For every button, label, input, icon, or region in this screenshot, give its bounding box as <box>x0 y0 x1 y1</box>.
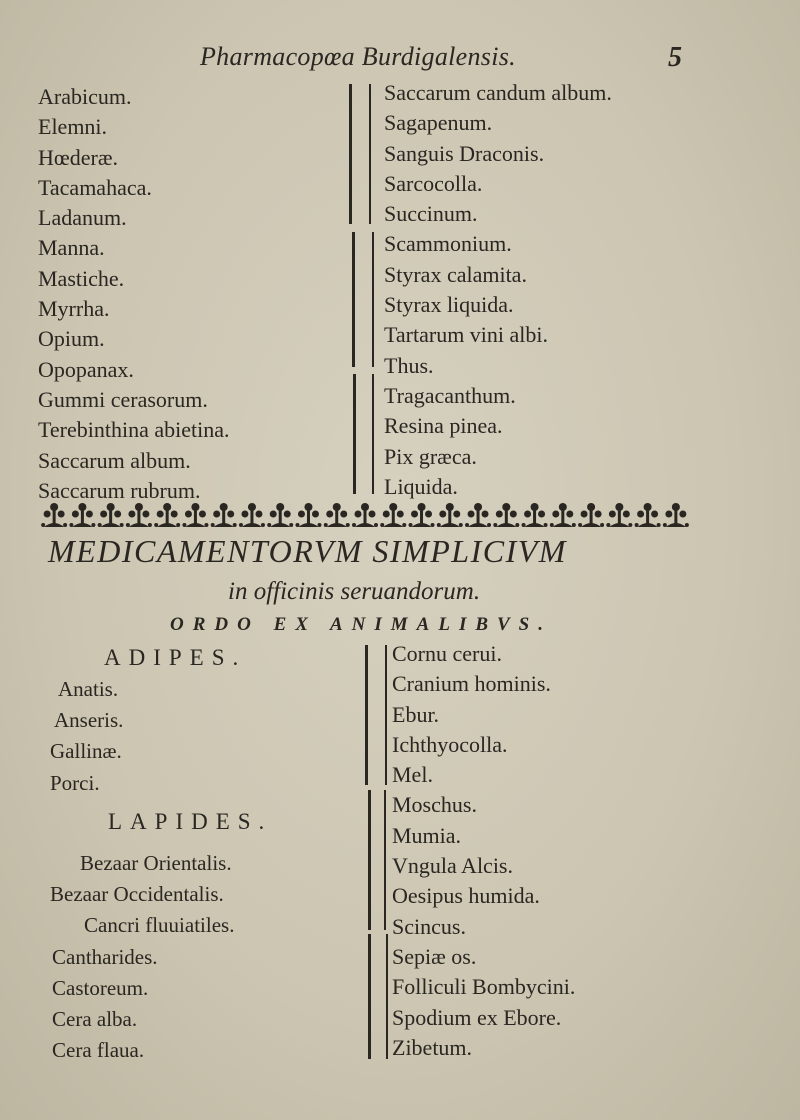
list-item: Terebinthina abietina. <box>38 417 230 443</box>
list-item: Ladanum. <box>38 205 127 231</box>
bracket-bar <box>349 84 352 224</box>
list-item: Ichthyocolla. <box>392 731 508 757</box>
list-item: Gummi cerasorum. <box>38 386 208 412</box>
fleuron-icon <box>295 503 321 527</box>
bracket-bar <box>353 374 356 494</box>
bracket-bar <box>365 645 368 785</box>
list-item: Cantharides. <box>52 944 158 969</box>
list-item: Mastiche. <box>38 265 125 291</box>
list-item: Porci. <box>50 770 100 795</box>
list-item: Styrax liquida. <box>384 292 514 318</box>
fleuron-icon <box>182 503 208 527</box>
bracket-bar <box>352 232 355 367</box>
fleuron-icon <box>606 503 632 527</box>
bracket-bar <box>384 790 386 930</box>
list-item: Sepiæ os. <box>392 943 477 969</box>
list-item: Pix græca. <box>384 443 477 469</box>
list-item: Scincus. <box>392 913 466 939</box>
list-item: Castoreum. <box>52 975 149 1000</box>
list-item: Cera flaua. <box>52 1038 145 1063</box>
fleuron-icon <box>98 503 124 527</box>
fleuron-icon <box>380 503 406 527</box>
list-item: Saccarum rubrum. <box>38 477 201 503</box>
top-right-column <box>384 78 612 502</box>
fleuron-icon <box>41 503 67 527</box>
list-item: Myrrha. <box>38 296 110 322</box>
fleuron-icon <box>211 503 237 527</box>
section-subtitle: in officinis seruandorum. <box>228 578 481 605</box>
bracket-bar <box>372 232 374 367</box>
list-item: Saccarum album. <box>38 447 191 473</box>
list-item: Hœderæ. <box>38 144 119 170</box>
top-left-column <box>38 82 230 506</box>
list-item: Tacamahaca. <box>38 174 152 200</box>
list-item: Moschus. <box>392 792 477 818</box>
fleuron-icon <box>437 503 463 527</box>
lapides-list <box>50 848 234 1066</box>
list-item: Cera alba. <box>52 1007 138 1032</box>
list-item: Saccarum candum album. <box>384 80 612 105</box>
list-item: Arabicum. <box>38 84 132 109</box>
list-item: Styrax calamita. <box>384 261 527 287</box>
list-item: Elemni. <box>38 114 108 140</box>
list-item: Sarcocolla. <box>384 170 483 196</box>
fleuron-icon <box>69 503 95 527</box>
page-number: 5 <box>668 42 682 73</box>
list-item: Sagapenum. <box>384 110 493 136</box>
ornament-band <box>40 497 690 535</box>
list-item: Mel. <box>392 762 433 788</box>
list-item: Ebur. <box>392 701 440 727</box>
list-item: Anseris. <box>54 708 124 733</box>
list-item: Resina pinea. <box>384 413 503 439</box>
list-item: Tragacanthum. <box>384 382 516 408</box>
list-item: Manna. <box>38 235 105 261</box>
list-item: Mumia. <box>392 822 462 848</box>
bracket-bar <box>372 374 374 494</box>
list-item: Opopanax. <box>38 356 134 382</box>
bracket-bar <box>385 645 387 785</box>
fleuron-icon <box>578 503 604 527</box>
fleuron-icon <box>409 503 435 527</box>
fleuron-icon <box>352 503 378 527</box>
fleuron-icon <box>239 503 265 527</box>
bottom-right-column <box>392 639 575 1063</box>
lapides-heading: LAPIDES. <box>108 809 273 834</box>
fleuron-icon <box>522 503 548 527</box>
list-item: Gallinæ. <box>50 739 122 764</box>
bracket-bar <box>386 934 388 1059</box>
bracket-bar <box>368 934 371 1059</box>
list-item: Tartarum vini albi. <box>384 322 549 348</box>
fleuron-icon <box>550 503 576 527</box>
fleuron-icon <box>267 503 293 527</box>
list-item: Anatis. <box>58 677 119 701</box>
fleuron-icon <box>126 503 152 527</box>
fleuron-icon <box>465 503 491 527</box>
fleuron-icon <box>493 503 519 527</box>
adipes-list <box>50 674 123 799</box>
adipes-heading: ADIPES. <box>104 645 247 670</box>
list-item: Sanguis Draconis. <box>384 140 545 166</box>
list-item: Scammonium. <box>384 231 512 257</box>
section-title: MEDICAMENTORVM SIMPLICIVM <box>48 533 567 569</box>
list-item: Oesipus humida. <box>392 883 540 909</box>
list-item: Succinum. <box>384 201 478 227</box>
list-item: Cranium hominis. <box>392 671 551 697</box>
bracket-bar <box>368 790 371 930</box>
list-item: Cancri fluuiatiles. <box>84 913 235 938</box>
list-item: Spodium ex Ebore. <box>392 1004 562 1030</box>
list-item: Bezaar Orientalis. <box>80 851 232 875</box>
running-header: Pharmacopœa Burdigalensis. <box>200 42 516 71</box>
bracket-bar <box>369 84 371 224</box>
list-item: Opium. <box>38 326 105 352</box>
list-item: Zibetum. <box>392 1034 473 1060</box>
list-item: Thus. <box>384 352 434 378</box>
list-item: Folliculi Bombycini. <box>392 974 576 1000</box>
fleuron-icon <box>154 503 180 527</box>
fleuron-icon <box>635 503 661 527</box>
fleuron-icon <box>324 503 350 527</box>
list-item: Vngula Alcis. <box>392 853 513 879</box>
list-item: Bezaar Occidentalis. <box>50 882 224 907</box>
order-heading: ORDO EX ANIMALIBVS. <box>170 614 552 635</box>
list-item: Liquida. <box>384 473 458 499</box>
fleuron-icon <box>663 503 689 527</box>
list-item: Cornu cerui. <box>392 641 502 666</box>
